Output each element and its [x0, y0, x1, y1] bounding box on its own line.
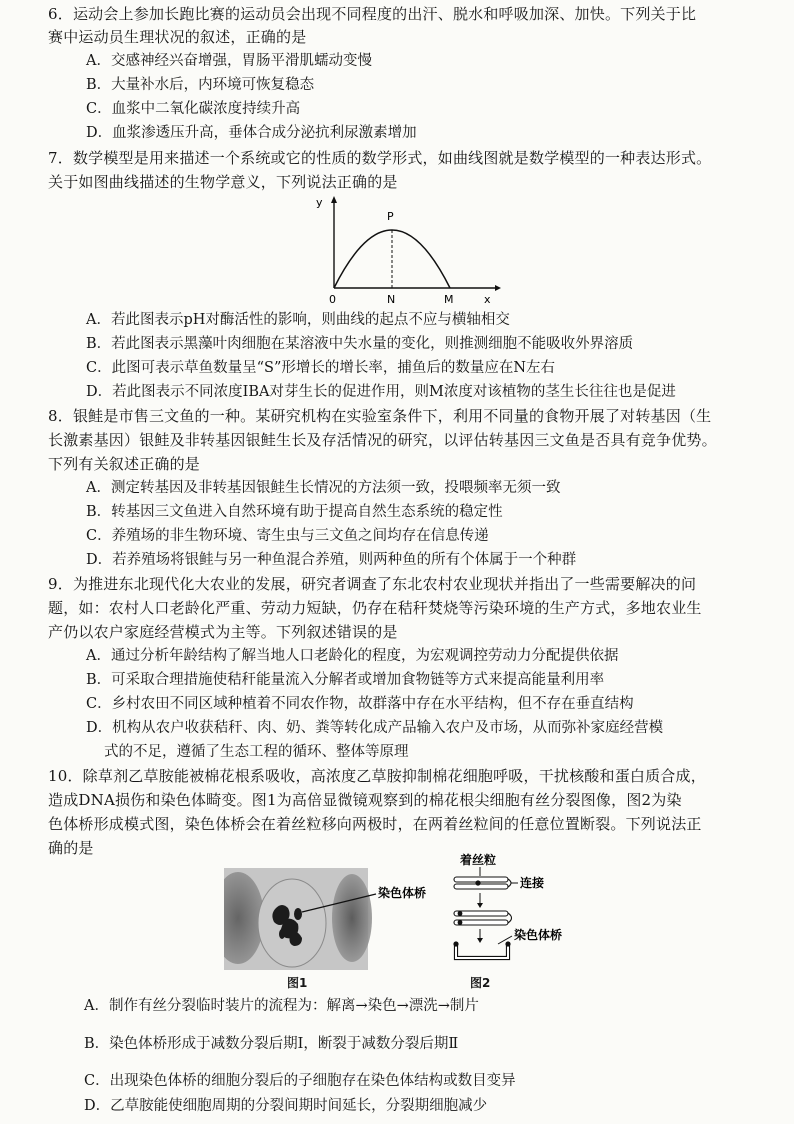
q10-fig2-centromere-label: 着丝粒	[460, 853, 497, 867]
q10-stem-line2: 造成DNA损伤和染色体畸变。图1为高倍显微镜观察到的棉花根尖细胞有丝分裂图像，图2为染	[48, 791, 682, 809]
q10-fig2-bridge-label: 染色体桥	[514, 928, 563, 942]
q10-fig2-connect-label: 连接	[520, 876, 545, 890]
q10-fig1-caption: 图1	[287, 976, 308, 990]
q10-fig1-annotation: 染色体桥	[378, 886, 427, 900]
q7-graph-m-label: M	[444, 293, 454, 306]
q8-option-d: D．若养殖场将银鲑与另一种鱼混合养殖，则两种鱼的所有个体属于一个种群	[86, 552, 577, 568]
q8-option-a: A．测定转基因及非转基因银鲑生长情况的方法须一致，投喂频率无须一致	[86, 480, 561, 496]
q10-stem-line3: 色体桥形成模式图，染色体桥会在着丝粒移向两极时，在两着丝粒间的任意位置断裂。下列说法正	[48, 815, 702, 833]
q8-stem-line3: 下列有关叙述正确的是	[48, 455, 201, 473]
q8-option-c: C．养殖场的非生物环境、寄生虫与三文鱼之间均存在信息传递	[86, 528, 489, 544]
q9-option-c: C．乡村农田不同区域种植着不同农作物，故群落中存在水平结构，但不存在垂直结构	[86, 696, 634, 712]
q8-stem-line1: 8．银鲑是市售三文鱼的一种。某研究机构在实验室条件下，利用不同量的食物开展了对转基因（生	[48, 407, 712, 425]
q7-graph-peak-label: P	[387, 210, 394, 223]
q7-option-d: D．若此图表示不同浓度IBA对芽生长的促进作用，则M浓度对该植物的茎生长往往也是促进	[86, 384, 676, 400]
q7-graph-x-label: x	[484, 293, 491, 306]
q7-graph-y-label: y	[316, 196, 323, 209]
q10-stem-line4: 确的是	[48, 839, 94, 857]
q6-stem-line2: 赛中运动员生理状况的叙述，正确的是	[48, 28, 307, 46]
q7-stem-line1: 7．数学模型是用来描述一个系统或它的性质的数学形式，如曲线图就是数学模型的一种表达形式。	[48, 149, 712, 167]
q7-option-b: B．若此图表示黑藻叶肉细胞在某溶液中失水量的变化，则推测细胞不能吸收外界溶质	[86, 336, 634, 352]
q10-option-a: A．制作有丝分裂临时装片的流程为：解离→染色→漂洗→制片	[84, 998, 479, 1014]
q10-stem-line1: 10．除草剂乙草胺能被棉花根系吸收，高浓度乙草胺抑制棉花细胞呼吸，干扰核酸和蛋白质合成，	[48, 767, 706, 785]
q7-graph-origin-label: 0	[329, 293, 336, 306]
q7-option-c: C．此图可表示草鱼数量呈“S”形增长的增长率，捕鱼后的数量应在N左右	[86, 360, 556, 376]
q9-option-d-continuation: 式的不足，遵循了生态工程的循环、整体等原理	[104, 744, 409, 760]
q6-option-a: A．交感神经兴奋增强，胃肠平滑肌蠕动变慢	[86, 53, 372, 69]
q6-option-b: B．大量补水后，内环境可恢复稳态	[86, 77, 315, 93]
q10-option-c: C．出现染色体桥的细胞分裂后的子细胞存在染色体结构或数目变异	[84, 1073, 516, 1089]
q9-option-b: B．可采取合理措施使秸秆能量流入分解者或增加食物链等方式来提高能量利用率	[86, 672, 605, 688]
q8-stem-line2: 长激素基因）银鲑及非转基因银鲑生长及存活情况的研究，以评估转基因三文鱼是否具有竞争优势。	[48, 431, 717, 449]
q7-graph-n-label: N	[387, 293, 396, 306]
q7-curve-graph	[312, 192, 502, 308]
q10-option-b: B．染色体桥形成于减数分裂后期Ⅰ，断裂于减数分裂后期Ⅱ	[84, 1036, 459, 1052]
q7-option-a: A．若此图表示pH对酶活性的影响，则曲线的起点不应与横轴相交	[86, 312, 510, 328]
q10-option-d: D．乙草胺能使细胞周期的分裂间期时间延长，分裂期细胞减少	[84, 1098, 488, 1114]
q9-stem-line3: 产仍以农户家庭经营模式为主等。下列叙述错误的是	[48, 623, 398, 641]
q9-option-a: A．通过分析年龄结构了解当地人口老龄化的程度，为宏观调控劳动力分配提供依据	[86, 648, 619, 664]
q6-stem-line1: 6．运动会上参加长跑比赛的运动员会出现不同程度的出汗、脱水和呼吸加深、加快。下列关于比	[48, 5, 697, 23]
q10-figure2-bridge-model	[448, 852, 583, 978]
q10-figure1-micrograph	[224, 868, 454, 974]
q9-stem-line2: 题，如：农村人口老龄化严重、劳动力短缺，仍存在秸秆焚烧等污染环境的生产方式，多地农业生	[48, 599, 702, 617]
q9-option-d: D．机构从农户收获秸秆、肉、奶、粪等转化成产品输入农户及市场，从而弥补家庭经营模	[86, 720, 664, 736]
q9-stem-line1: 9．为推进东北现代化大农业的发展，研究者调查了东北农村农业现状并指出了一些需要解决的问	[48, 575, 697, 593]
q6-option-d: D．血浆渗透压升高，垂体合成分泌抗利尿激素增加	[86, 125, 417, 141]
q7-stem-line2: 关于如图曲线描述的生物学意义，下列说法正确的是	[48, 173, 398, 191]
q10-fig2-caption: 图2	[470, 976, 491, 990]
q8-option-b: B．转基因三文鱼进入自然环境有助于提高自然生态系统的稳定性	[86, 504, 503, 520]
q6-option-c: C．血浆中二氧化碳浓度持续升高	[86, 101, 301, 117]
